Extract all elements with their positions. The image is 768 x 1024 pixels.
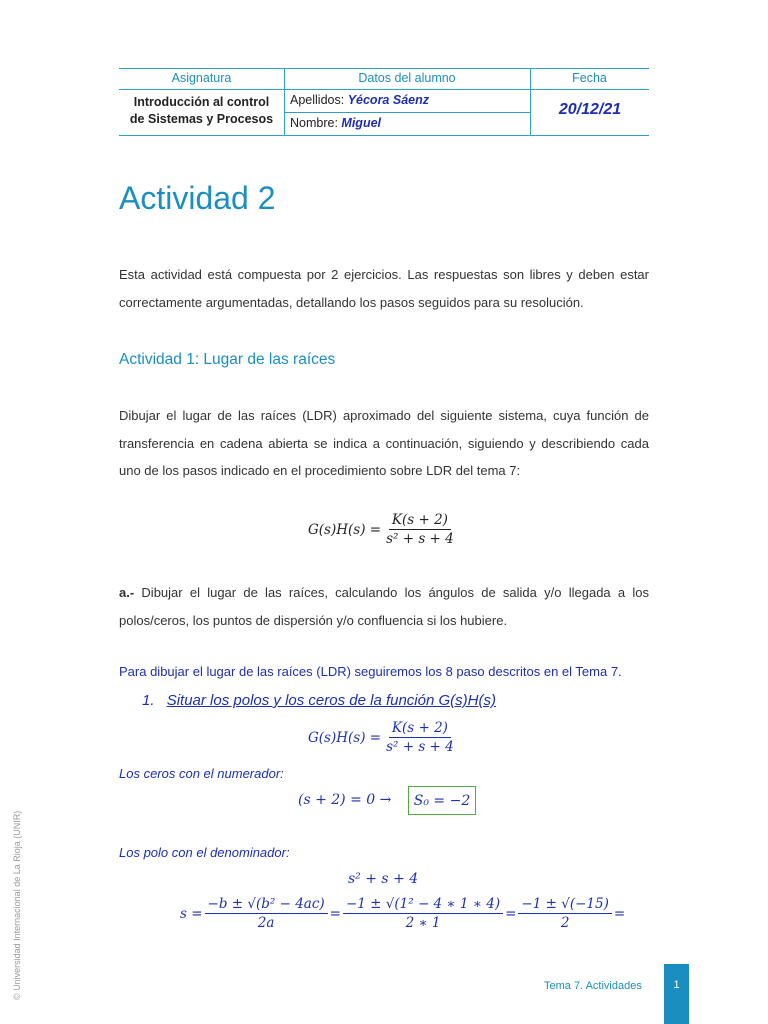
formula-fraction — [383, 512, 457, 547]
quad-denominator-result: 2 — [560, 915, 570, 931]
footer-text: Tema 7. Actividades — [544, 980, 642, 992]
step-1-text: Situar los polos y los ceros de la función G(s)H(s) — [166, 692, 496, 709]
name-row — [290, 116, 381, 130]
section-title: Actividad 1: Lugar de las raíces — [119, 351, 336, 368]
surname-value: Yécora Sáenz — [347, 93, 429, 107]
subject-name — [119, 94, 284, 128]
transfer-function-repeat — [308, 720, 459, 755]
quad-fraction-substituted — [343, 896, 503, 931]
poles-polynomial: s² + s + 4 — [348, 871, 419, 887]
name-label: Nombre: — [290, 116, 338, 130]
equals-sign: = — [613, 905, 626, 922]
formula-denominator: s² + s + 4 — [386, 531, 454, 547]
quad-numerator-general: −b ± √(b² − 4ac) — [205, 896, 328, 914]
answer-intro: Para dibujar el lugar de las raíces (LDR) seguiremos los 8 paso descritos en el Tema 7. — [119, 664, 622, 679]
formula-numerator: K(s + 2) — [389, 512, 451, 530]
zeros-equation: (s + 2) = 0 → — [298, 792, 392, 808]
quad-denominator-substituted: 2 ∗ 1 — [405, 915, 441, 931]
date-value: 20/12/21 — [558, 101, 622, 118]
header-date: Fecha — [572, 71, 607, 85]
formula-lhs: G(s)H(s) = — [308, 729, 382, 746]
formula-denominator: s² + s + 4 — [386, 739, 454, 755]
row-divider — [284, 112, 530, 113]
quad-numerator-substituted: −1 ± √(1² − 4 ∗ 1 ∗ 4) — [343, 896, 503, 914]
equals-sign: = — [329, 905, 341, 922]
equals-sign: = — [505, 905, 517, 922]
step-1-heading — [142, 692, 496, 709]
step-1-number: 1. — [142, 692, 155, 709]
quad-fraction-general — [205, 896, 328, 931]
quad-fraction-result — [518, 896, 611, 931]
zero-result-box: S₀ = −2 — [408, 786, 476, 815]
formula-numerator: K(s + 2) — [389, 720, 451, 738]
formula-fraction — [383, 720, 457, 755]
part-a-paragraph — [119, 579, 649, 634]
subject-line-2: de Sistemas y Procesos — [129, 112, 274, 126]
page-number-box — [664, 964, 689, 1024]
transfer-function — [308, 512, 459, 547]
subject-line-1: Introducción al control — [133, 95, 270, 109]
quad-s: s = — [180, 905, 203, 922]
page-title: Actividad 2 — [119, 180, 276, 216]
surname-label: Apellidos: — [290, 93, 345, 107]
header-subject: Asignatura — [171, 71, 232, 85]
part-a-text: Dibujar el lugar de las raíces, calculando los ángulos de salida y/o llegada a los polos/ceros, los puntos de dispersión y/o confluencia si los hubiere. — [119, 585, 649, 628]
quad-numerator-result: −1 ± √(−15) — [518, 896, 611, 914]
part-a-label: a.- — [119, 585, 135, 600]
problem-paragraph: Dibujar el lugar de las raíces (LDR) aproximado del siguiente sistema, cuya función de transferencia en cadena abierta se indica a continuación, siguiendo y describiendo cada uno de los pasos indicado en el procedimiento sobre LDR del tema 7: — [119, 408, 649, 478]
quadratic-formula — [180, 896, 625, 931]
header-table — [119, 68, 649, 136]
zeros-label: Los ceros con el numerador: — [119, 766, 284, 781]
header-student-data: Datos del alumno — [358, 71, 456, 85]
intro-paragraph: Esta actividad está compuesta por 2 ejercicios. Las respuestas son libres y deben estar correctamente argumentadas, detallando los pasos seguidos para su resolución. — [119, 267, 649, 310]
formula-lhs: G(s)H(s) = — [308, 521, 382, 538]
page-number: 1 — [673, 979, 680, 991]
surname-row — [290, 93, 429, 107]
poles-label: Los polo con el denominador: — [119, 845, 290, 860]
name-value: Miguel — [341, 116, 382, 130]
side-copyright: © Universidad Internacional de La Rioja (UNIR) — [12, 810, 22, 1000]
quad-denominator-general: 2a — [257, 915, 275, 931]
